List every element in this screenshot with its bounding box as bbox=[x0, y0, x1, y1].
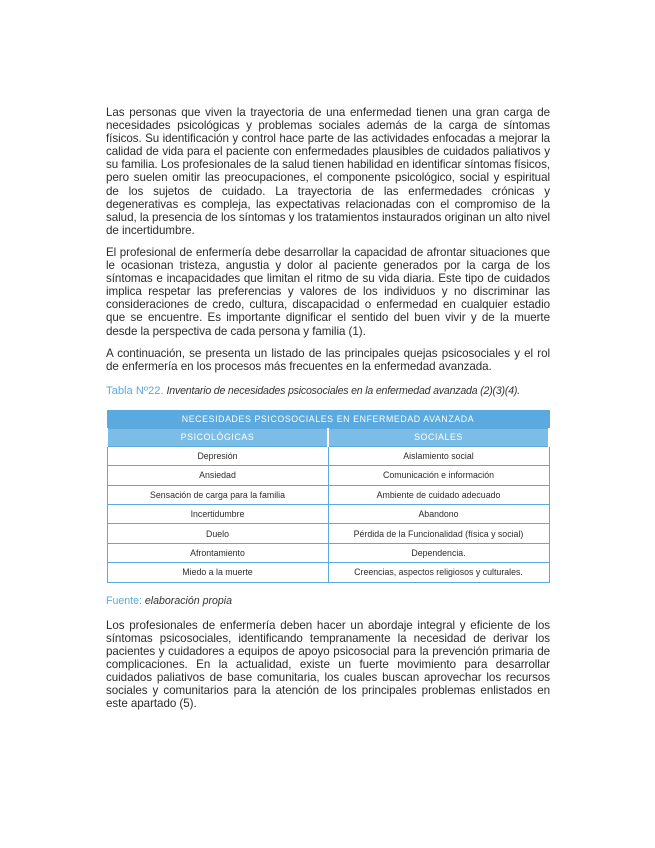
table-caption bbox=[106, 385, 550, 398]
table-cell: Duelo bbox=[107, 524, 328, 543]
column-header-sociales: SOCIALES bbox=[328, 428, 549, 446]
table-cell: Incertidumbre bbox=[107, 504, 328, 523]
table-cell: Miedo a la muerte bbox=[107, 563, 328, 582]
table-cell: Creencias, aspectos religiosos y culturales. bbox=[328, 563, 549, 582]
table-title: NECESIDADES PSICOSOCIALES EN ENFERMEDAD AVANZADA bbox=[107, 410, 549, 428]
table-row bbox=[107, 504, 549, 523]
table-row bbox=[107, 524, 549, 543]
source-value: elaboración propia bbox=[144, 594, 233, 607]
table-row bbox=[107, 446, 549, 465]
table-caption-label: Tabla Nº22. bbox=[106, 384, 164, 397]
table-cell: Abandono bbox=[328, 504, 549, 523]
table-row bbox=[107, 543, 549, 562]
intro-paragraph-2: El profesional de enfermería debe desarrollar la capacidad de afrontar situaciones que le ocasionan tristeza, angustia y dolor al paciente generados por la carga de los síntomas e incapacidades que limitan el ritmo de su vida diaria. Este tipo de cuidados implica respetar las preferencias y valores de los individuos y no discriminar las consideraciones de credo, cultura, discapacidad o enfermedad en cualquier estadio que se encuentre. Es importante dignificar el sentido del buen vivir y de la muerte desde la perspectiva de cada persona y familia (1). bbox=[106, 245, 550, 338]
closing-paragraph: Los profesionales de enfermería deben hacer un abordaje integral y eficiente de los síntomas psicosociales, identificando tempranamente la necesidad de derivar los pacientes y cuidadores a equipos de apoyo psicosocial para la prevención primaria de complicaciones. En la actualidad, existe un fuerte movimiento para desarrollar cuidados paliativos de base comunitaria, los cuales buscan aprovechar los recursos sociales y comunitarios para la atención de los principales problemas enlistados en este apartado (5). bbox=[106, 618, 550, 711]
table-row bbox=[107, 485, 549, 504]
table-cell: Ansiedad bbox=[107, 466, 328, 485]
table-cell: Ambiente de cuidado adecuado bbox=[328, 485, 549, 504]
table-source bbox=[106, 595, 550, 607]
table-cell: Aislamiento social bbox=[328, 446, 549, 465]
intro-paragraph-1: Las personas que viven la trayectoria de una enfermedad tienen una gran carga de necesidades psicológicas y problemas sociales además de la carga de síntomas físicos. Su identificación y control hace parte de las actividades enfocadas a mejorar la calidad de vida para el paciente con enfermedades plausibles de cuidados paliativos y su familia. Los profesionales de la salud tienen habilidad en identificar síntomas físicos, pero suelen omitir las preocupaciones, el componente psicológico, social y espiritual de los sujetos de cuidado. La trayectoria de las enfermedades crónicas y degenerativas es compleja, las expectativas relacionadas con el compromiso de la salud, la presencia de los síntomas y los tratamientos instaurados originan un alto nivel de incertidumbre. bbox=[106, 106, 550, 237]
table-row bbox=[107, 466, 549, 485]
table-row bbox=[107, 563, 549, 582]
table-cell: Afrontamiento bbox=[107, 543, 328, 562]
table-cell: Sensación de carga para la familia bbox=[107, 485, 328, 504]
column-header-psicologicas: PSICOLÓGICAS bbox=[107, 428, 328, 446]
intro-paragraph-3: A continuación, se presenta un listado de las principales quejas psicosociales y el rol de enfermería en los procesos más frecuentes en la enfermedad avanzada. bbox=[106, 346, 550, 373]
source-label: Fuente: bbox=[106, 594, 142, 607]
psychosocial-needs-table bbox=[106, 410, 550, 583]
table-cell: Dependencia. bbox=[328, 543, 549, 562]
table-cell: Depresión bbox=[107, 446, 328, 465]
table-caption-title: Inventario de necesidades psicosociales en la enfermedad avanzada (2)(3)(4). bbox=[166, 384, 520, 397]
table-cell: Comunicación e información bbox=[328, 466, 549, 485]
page-content bbox=[106, 106, 550, 719]
table-cell: Pérdida de la Funcionalidad (física y social) bbox=[328, 524, 549, 543]
